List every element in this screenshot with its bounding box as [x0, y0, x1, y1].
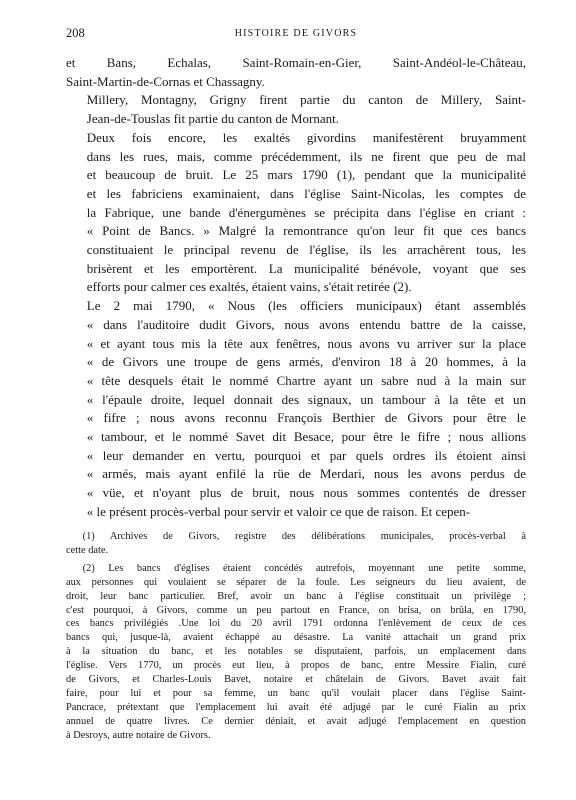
footnote-line: aux personnes qui voulaient se séparer de la foule. Les seigneurs du lieu avaient, de	[66, 576, 526, 588]
text-line: Saint-Martin-de-Cornas et Chassagny.	[66, 73, 265, 89]
footnote-line: faire, pour lui et pour sa femme, un banc qu'il voulait placer dans l'église Saint-	[66, 687, 526, 699]
footnote-line: c'est pourquoi, à Givors, comme un peu partout en France, on brisa, on brûla, en 1790,	[66, 604, 526, 616]
footnote-line: bancs qui, jusque-là, avaient échappé au désastre. La vanité attachait un grand prix	[66, 632, 526, 644]
footnote-line: (1) Archives de Givors, registre des délibérations municipales, procès-verbal à	[82, 531, 526, 542]
page-number: 208	[66, 26, 85, 40]
footnote-line: Pancrace, prétextant que l'emplacement lui avait été adjugé par le curé Fialin au prix	[66, 701, 526, 713]
text-line: « de Givors une troupe de gens armés, d'environ 18 à 20 hommes, à la	[86, 354, 526, 370]
footnote	[66, 530, 526, 558]
text-line: Deux fois encore, les exaltés givordins manifestèrent bruyamment	[86, 129, 526, 145]
text-line: « tambour, et le nommé Savet dit Besace, pour être le fifre ; nous allions	[86, 429, 526, 445]
text-line: Le 2 mai 1790, « Nous (les officiers municipaux) étant assemblés	[86, 298, 526, 314]
text-line: la Fabrique, une bande d'énergumènes se précipita dans l'église en criant :	[86, 204, 526, 220]
main-text	[66, 54, 526, 522]
footnote-line: à Desroys, autre notaire de Givors.	[66, 729, 211, 741]
text-line: constituaient le principal revenu de l'église, ils les arrachèrent tous, les	[86, 242, 526, 258]
footnote-line: de Givors, et Charles-Louis Bavet, notaire et châtelain de Givors. Bavet avait fait	[66, 674, 526, 686]
text-line: « tête desquels était le nommé Chartre ayant un sabre nud à la main sur	[86, 372, 526, 388]
footnote-line: droit, leur banc particulier. Bref, avoir un banc à l'église constituait un privilège ;	[66, 590, 526, 602]
paragraph	[66, 54, 526, 91]
text-line: efforts pour calmer ces exaltés, étaient vains, s'était retirée (2).	[86, 279, 412, 295]
text-line: dans les rues, mais, comme précédemment, ils ne firent que peu de mal	[86, 148, 526, 164]
footnote	[66, 562, 526, 743]
text-line: « et ayant tous mis la tête aux fenêtres, nous avons vu arriver sur la place	[86, 335, 526, 351]
text-line: Jean-de-Touslas fit partie du canton de Mornant.	[86, 111, 339, 127]
text-line: « armés, mais ayant enfilé la rüe de Merdari, nous les avons perdus de	[86, 466, 526, 482]
text-line: « dans l'auditoire dudit Givors, nous avons entendu battre de la caisse,	[86, 316, 526, 332]
text-line: et les fabriciens examinaient, dans l'église Saint-Nicolas, les comptes de	[86, 185, 526, 201]
footnote-line: cette date.	[66, 544, 109, 556]
footnote-line: ces bancs privilégiés .Une loi du 20 avril 1791 ordonna l'enlèvement de ceux de ces	[66, 618, 526, 630]
text-line: « vüe, et n'oyant plus de bruit, nous nous sommes contentés de dresser	[86, 485, 526, 501]
text-line: Millery, Montagny, Grigny firent partie du canton de Millery, Saint-	[86, 92, 526, 108]
text-line: « Point de Bancs. » Malgré la remontrance qu'on leur fit que ces bancs	[86, 223, 526, 239]
text-line: brisèrent et les emportèrent. La municipalité bénévole, voyant que ses	[86, 260, 526, 276]
text-line: « fifre ; nous avons reconnu François Berthier de Givors pour être le	[86, 410, 526, 426]
footnote-line: annuel de quatre livres. Ce dernier déniait, et avait adjugé l'emplacement en question	[66, 715, 526, 727]
footnote-line: à la situation du banc, et les notables se disputaient, parfois, un emplacement dans	[66, 646, 526, 658]
footnote-line: l'église. Vers 1770, un procès eut lieu, à propos de banc, entre Messire Fialin, curé	[66, 660, 526, 672]
page-header	[66, 26, 526, 42]
footnote-line: (2) Les bancs d'églises étaient concédés autrefois, moyennant une petite somme,	[82, 562, 526, 574]
paragraph	[66, 91, 526, 128]
paragraph	[66, 129, 526, 297]
text-line: « le présent procès-verbal pour servir et valoir ce que de raison. Et cepen-	[86, 503, 471, 519]
running-title: HISTOIRE DE GIVORS	[234, 28, 358, 39]
paragraph	[66, 297, 526, 521]
footnotes	[66, 530, 526, 743]
text-line: « leur demander en vertu, pourquoi et par quels ordres ils étoient ainsi	[86, 447, 526, 463]
text-line: « l'épaule droite, lequel donnait des signaux, un tambour à la tête et un	[86, 391, 526, 407]
text-line: et Bans, Echalas, Saint-Romain-en-Gier, Saint-Andéol-le-Château,	[66, 55, 526, 70]
text-line: et beaucoup de bruit. Le 25 mars 1790 (1), pendant que la municipalité	[86, 167, 526, 183]
